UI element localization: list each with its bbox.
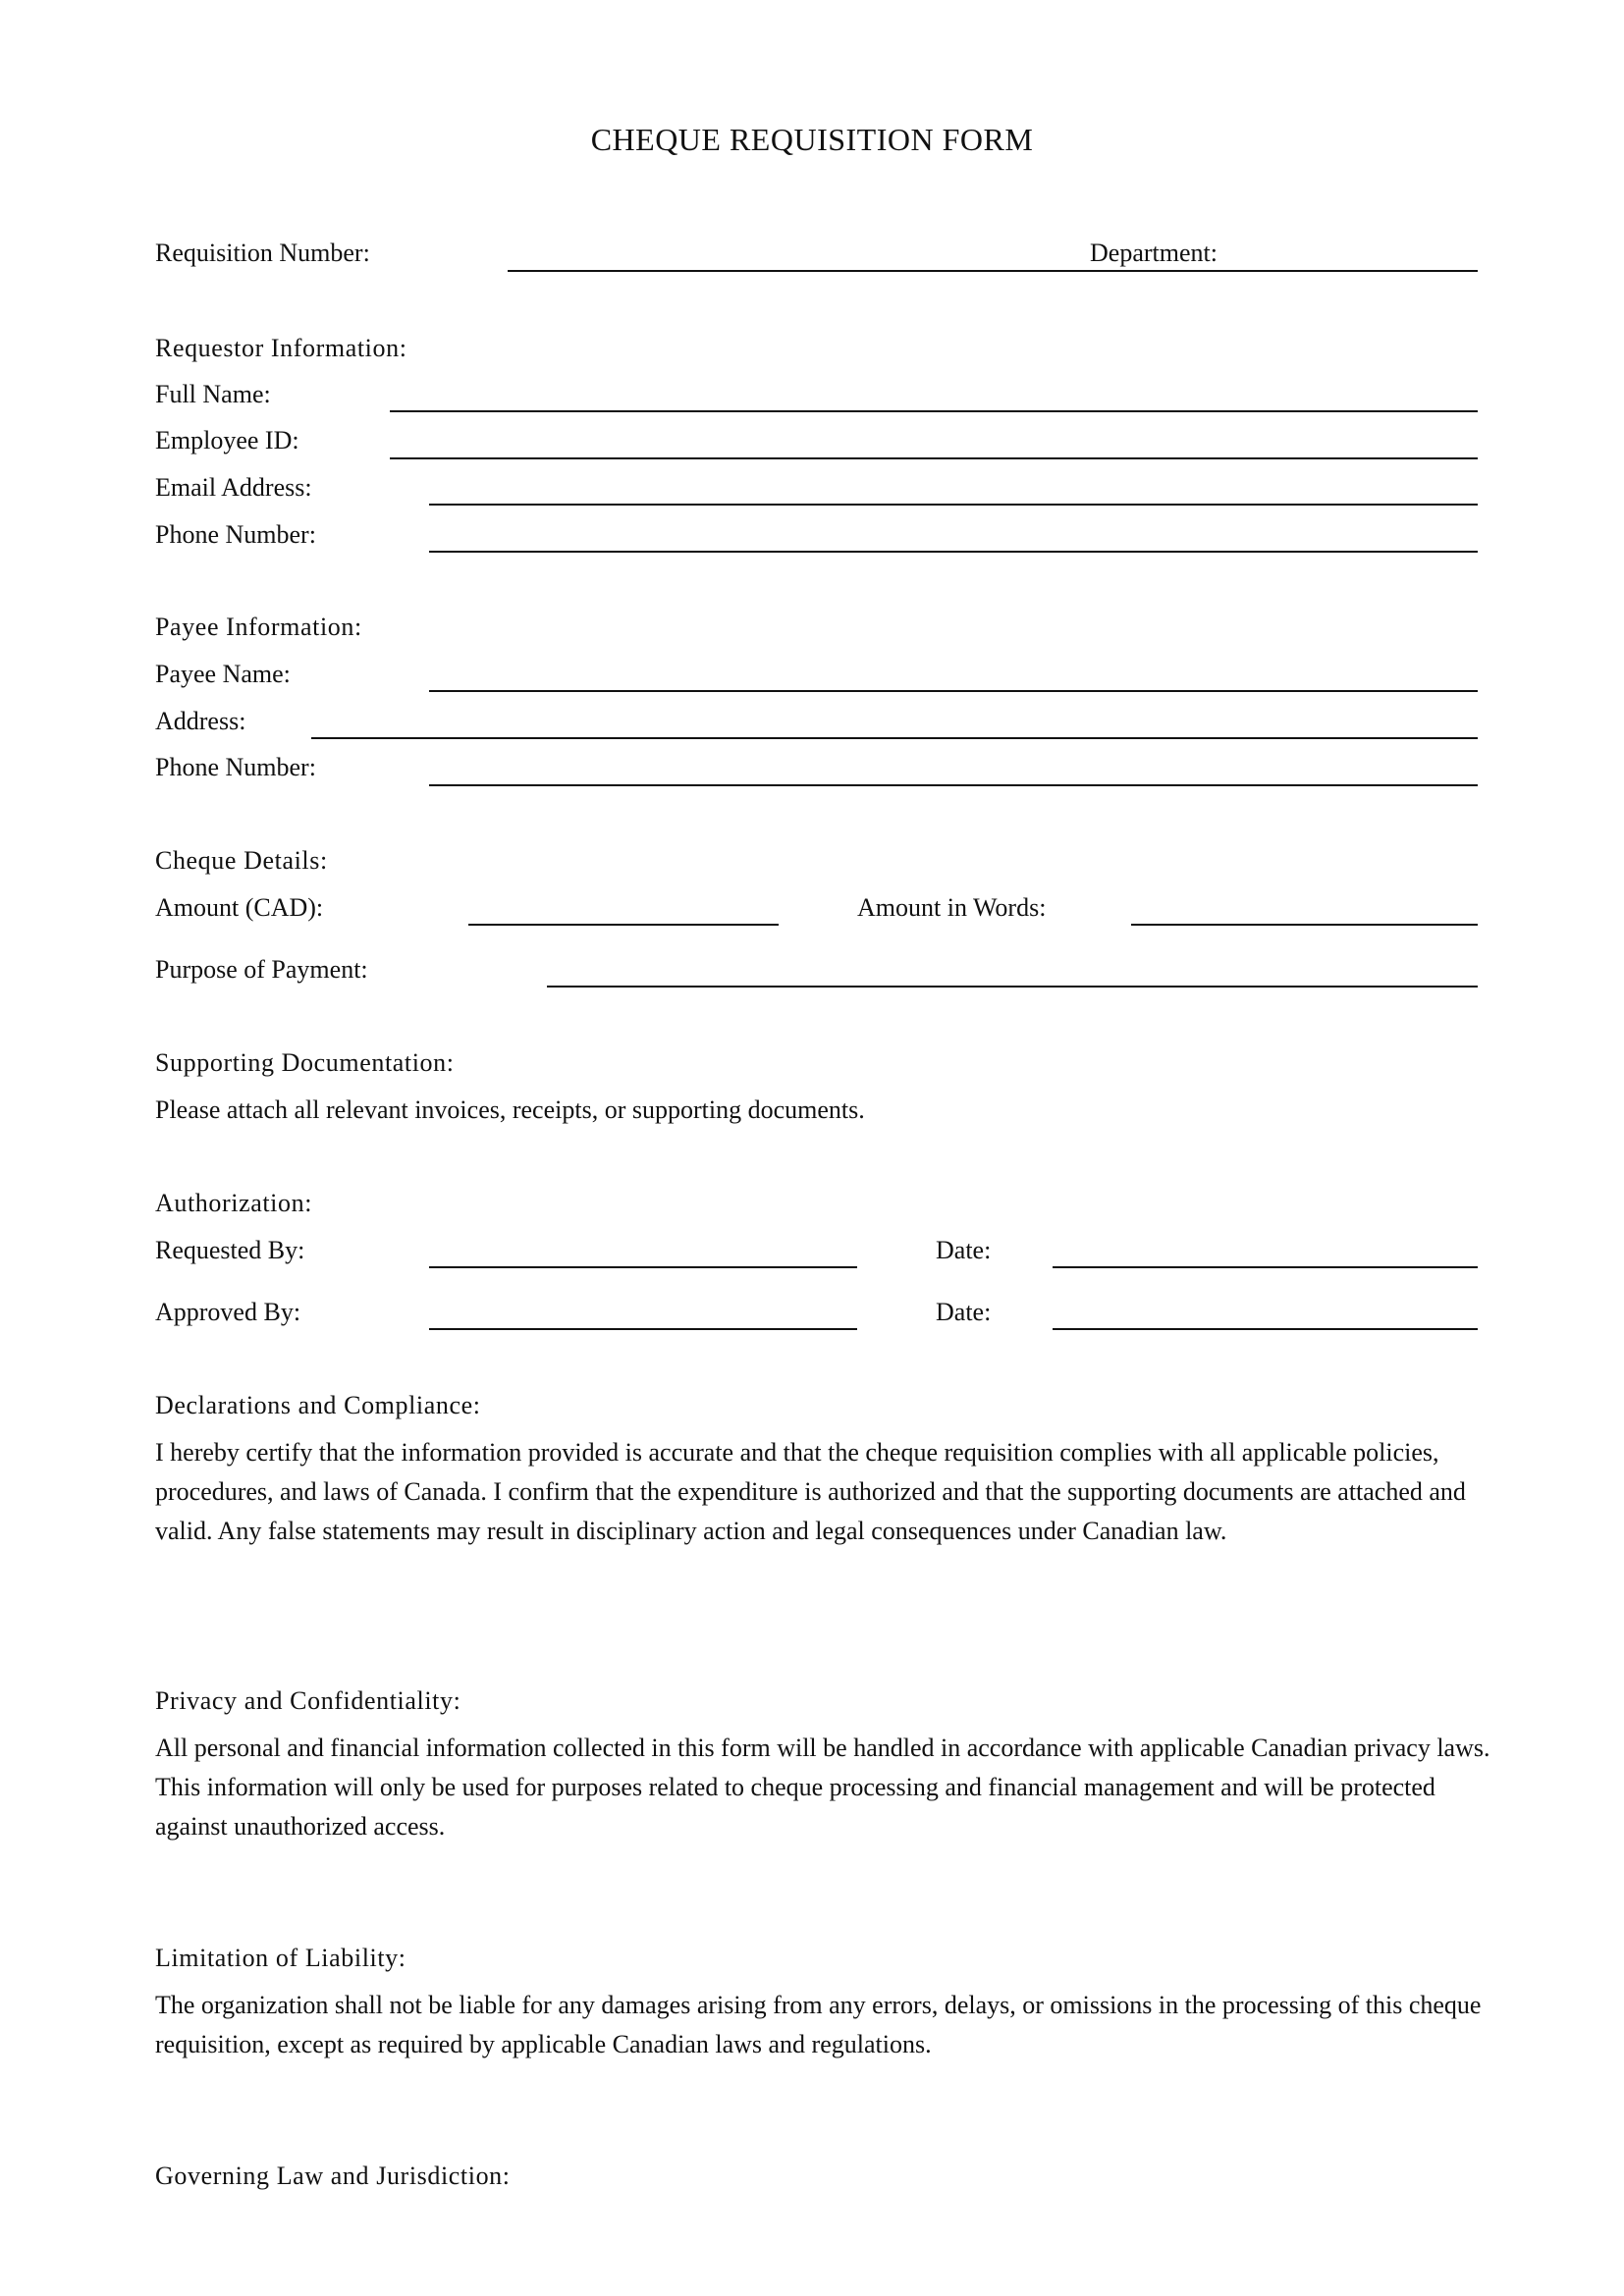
requestor-info-heading: Requestor Information: (155, 334, 407, 362)
declarations-text: I hereby certify that the information provided is accurate and that the cheque requisition complies with all applicable policies, procedures, and laws of Canada. I confirm that the expenditure is authorized and that the supporting documents are attached and valid. Any false statements may result in disciplinary action and legal consequences under Canadian law. (155, 1438, 1466, 1545)
requisition-number-label: Requisition Number: (155, 239, 370, 267)
employee-id-field[interactable] (390, 457, 1478, 459)
approved-by-signature-field[interactable] (429, 1328, 857, 1330)
supporting-docs-text: Please attach all relevant invoices, receipts, or supporting documents. (155, 1095, 865, 1124)
amount-cad-label: Amount (CAD): (155, 893, 324, 922)
requested-date-field[interactable] (1053, 1266, 1478, 1268)
payee-name-label: Payee Name: (155, 660, 291, 688)
supporting-docs-heading: Supporting Documentation: (155, 1048, 455, 1077)
liability-text: The organization shall not be liable for any damages arising from any errors, delays, or omissions in the processing of this cheque requisition, except as required by applicable Canadian laws and regulations. (155, 1991, 1482, 2058)
requested-date-label: Date: (936, 1236, 992, 1264)
payee-info-heading: Payee Information: (155, 613, 362, 641)
amount-cad-field[interactable] (468, 924, 779, 926)
full-name-field[interactable] (390, 410, 1478, 412)
payee-address-label: Address: (155, 707, 246, 735)
amount-words-field[interactable] (1131, 924, 1478, 926)
requested-by-signature-field[interactable] (429, 1266, 857, 1268)
approved-by-label: Approved By: (155, 1298, 301, 1326)
form-title: CHEQUE REQUISITION FORM (590, 122, 1034, 157)
liability-heading: Limitation of Liability: (155, 1944, 406, 1972)
privacy-heading: Privacy and Confidentiality: (155, 1686, 461, 1715)
payee-address-field[interactable] (311, 737, 1478, 739)
requested-by-label: Requested By: (155, 1236, 305, 1264)
amount-words-label: Amount in Words: (857, 893, 1047, 922)
department-label: Department: (1090, 239, 1218, 267)
requestor-phone-field[interactable] (429, 551, 1478, 553)
purpose-of-payment-label: Purpose of Payment: (155, 955, 368, 984)
privacy-text: All personal and financial information collected in this form will be handled in accordance with applicable Canadian privacy laws. This information will only be used for purposes related to cheque processing and financial management and will be protected against unauthorized access. (155, 1734, 1490, 1841)
requestor-phone-label: Phone Number: (155, 520, 316, 549)
payee-name-field[interactable] (429, 690, 1478, 692)
payee-phone-label: Phone Number: (155, 753, 316, 781)
purpose-of-payment-field[interactable] (547, 986, 1478, 988)
approved-date-label: Date: (936, 1298, 992, 1326)
email-address-label: Email Address: (155, 473, 312, 502)
email-address-field[interactable] (429, 504, 1478, 506)
declarations-heading: Declarations and Compliance: (155, 1391, 481, 1419)
cheque-details-heading: Cheque Details: (155, 846, 328, 875)
requisition-number-field[interactable] (508, 270, 1478, 272)
authorization-heading: Authorization: (155, 1189, 313, 1217)
employee-id-label: Employee ID: (155, 426, 299, 454)
full-name-label: Full Name: (155, 380, 271, 408)
governing-law-heading: Governing Law and Jurisdiction: (155, 2162, 511, 2190)
payee-phone-field[interactable] (429, 784, 1478, 786)
approved-date-field[interactable] (1053, 1328, 1478, 1330)
